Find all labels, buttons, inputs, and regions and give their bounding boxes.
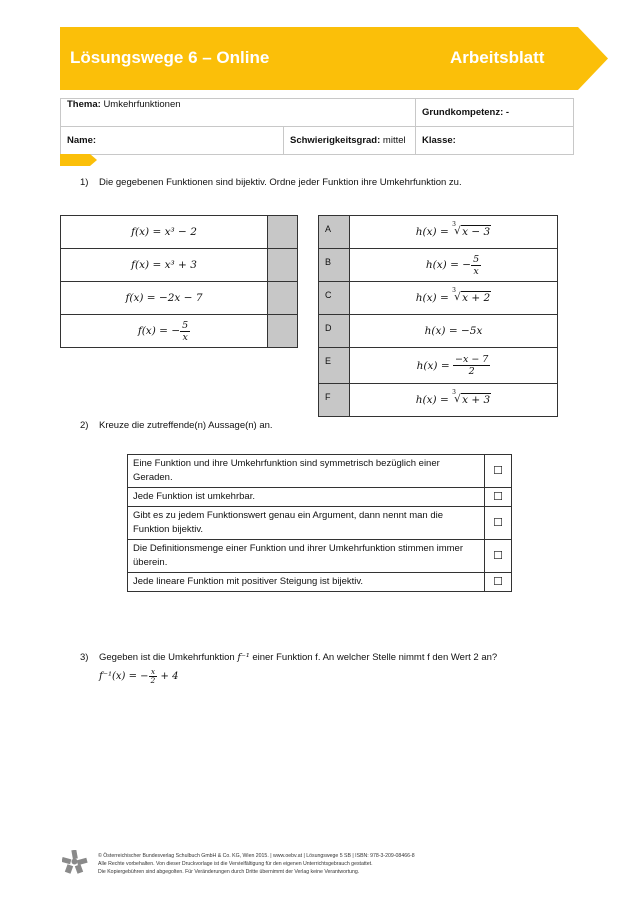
option-expr: h(x) = $\frac{-x - 7}{2}$ — [350, 348, 558, 384]
footer — [98, 852, 415, 876]
option-expr: h(x) = 3 √ x − 3 — [350, 216, 558, 249]
option-expr: h(x) = 3 √ x + 3 — [350, 384, 558, 417]
option-row — [319, 282, 558, 315]
statement-row — [128, 540, 512, 573]
statements-table — [127, 454, 512, 592]
function-row — [61, 216, 298, 249]
document-title: Lösungswege 6 – Online — [70, 48, 270, 67]
statement-text: Gibt es zu jedem Funktionswert genau ein Argument, dann nennt man die Funktion bijektiv. — [128, 507, 485, 540]
question-1-number: 1) — [80, 177, 89, 188]
option-expr: h(x) = − $\frac{5}{x}$ — [350, 249, 558, 282]
option-label: B — [319, 249, 350, 282]
option-row — [319, 348, 558, 384]
option-row — [319, 216, 558, 249]
answer-box[interactable] — [268, 249, 298, 282]
statement-checkbox[interactable]: ☐ — [485, 573, 512, 592]
answer-box[interactable] — [268, 216, 298, 249]
schwierigkeit-value: mittel — [382, 135, 406, 146]
statement-row — [128, 507, 512, 540]
statement-row — [128, 573, 512, 592]
question-2-text: Kreuze die zutreffende(n) Aussage(n) an. — [99, 420, 273, 431]
question-3-text: Gegeben ist die Umkehrfunktion f⁻¹ einer Funktion f. An welcher Stelle nimmt f den Wert 2 an? — [99, 652, 498, 663]
option-expr: h(x) = 3 √ x + 2 — [350, 282, 558, 315]
function-row — [61, 315, 298, 348]
option-row — [319, 315, 558, 348]
option-label: D — [319, 315, 350, 348]
name-label: Name: — [67, 135, 97, 146]
footer-line: © Österreichischer Bundesverlag Schulbuch GmbH & Co. KG, Wien 2015. | www.oebv.at | Lösungswege 5 SB | ISBN: 978-3-209-08466-8 — [98, 853, 415, 859]
statement-text: Die Definitionsmenge einer Funktion und ihrer Umkehrfunktion stimmen immer überein. — [128, 540, 485, 573]
statement-row — [128, 488, 512, 507]
option-label: C — [319, 282, 350, 315]
footer-line: Die Kopiergebühren sind abgegolten. Für Veränderungen durch Dritte übernimmt der Verlag keine Verantwortung. — [98, 869, 360, 875]
statement-checkbox[interactable]: ☐ — [485, 488, 512, 507]
answer-box[interactable] — [268, 282, 298, 315]
publisher-logo-icon — [62, 850, 88, 874]
function-cell: f(x) = −2x − 7 — [61, 282, 268, 315]
schwierigkeit-cell — [284, 127, 416, 155]
header-banner — [60, 27, 608, 90]
thema-value: Umkehrfunktionen — [103, 99, 181, 110]
statement-row — [128, 455, 512, 488]
thema-label: Thema: — [67, 99, 101, 110]
option-label: F — [319, 384, 350, 417]
function-cell: f(x) = x³ − 2 — [61, 216, 268, 249]
question-3-number: 3) — [80, 652, 89, 663]
footer-line: Alle Rechte vorbehalten. Von dieser Druckvorlage ist die Vervielfältigung für den eigenen Unterrichtsgebrauch gestattet. — [98, 861, 373, 867]
function-cell: f(x) = − $\frac{5}{x}$ — [61, 315, 268, 348]
function-row — [61, 282, 298, 315]
answer-box[interactable] — [268, 315, 298, 348]
document-type: Arbeitsblatt — [450, 48, 545, 67]
statement-checkbox[interactable]: ☐ — [485, 507, 512, 540]
statement-text: Eine Funktion und ihre Umkehrfunktion sind symmetrisch bezüglich einer Geraden. — [128, 455, 485, 488]
option-label: E — [319, 348, 350, 384]
statement-text: Jede lineare Funktion mit positiver Steigung ist bijektiv. — [128, 573, 485, 592]
option-row — [319, 384, 558, 417]
question-1-text: Die gegebenen Funktionen sind bijektiv. Ordne jeder Funktion ihre Umkehrfunktion zu. — [99, 177, 462, 188]
klasse-cell — [416, 127, 574, 155]
option-label: A — [319, 216, 350, 249]
question-2-number: 2) — [80, 420, 89, 431]
functions-table — [60, 215, 298, 348]
klasse-label: Klasse: — [422, 135, 456, 146]
options-table — [318, 215, 558, 417]
function-cell: f(x) = x³ + 3 — [61, 249, 268, 282]
accent-tab — [60, 154, 98, 166]
statement-checkbox[interactable]: ☐ — [485, 540, 512, 573]
schwierigkeit-label: Schwierigkeitsgrad: — [290, 135, 381, 146]
meta-table — [60, 98, 574, 155]
option-expr: h(x) = −5x — [350, 315, 558, 348]
function-row — [61, 249, 298, 282]
statement-checkbox[interactable]: ☐ — [485, 455, 512, 488]
name-cell — [61, 127, 284, 155]
thema-cell — [61, 99, 416, 127]
statement-text: Jede Funktion ist umkehrbar. — [128, 488, 485, 507]
kompetenz-cell — [416, 99, 574, 127]
question-3-formula: f⁻¹(x) = − $\frac{x}{2}$ + 4 — [99, 667, 179, 685]
kompetenz-label: Grundkompetenz: - — [422, 107, 510, 118]
option-row — [319, 249, 558, 282]
